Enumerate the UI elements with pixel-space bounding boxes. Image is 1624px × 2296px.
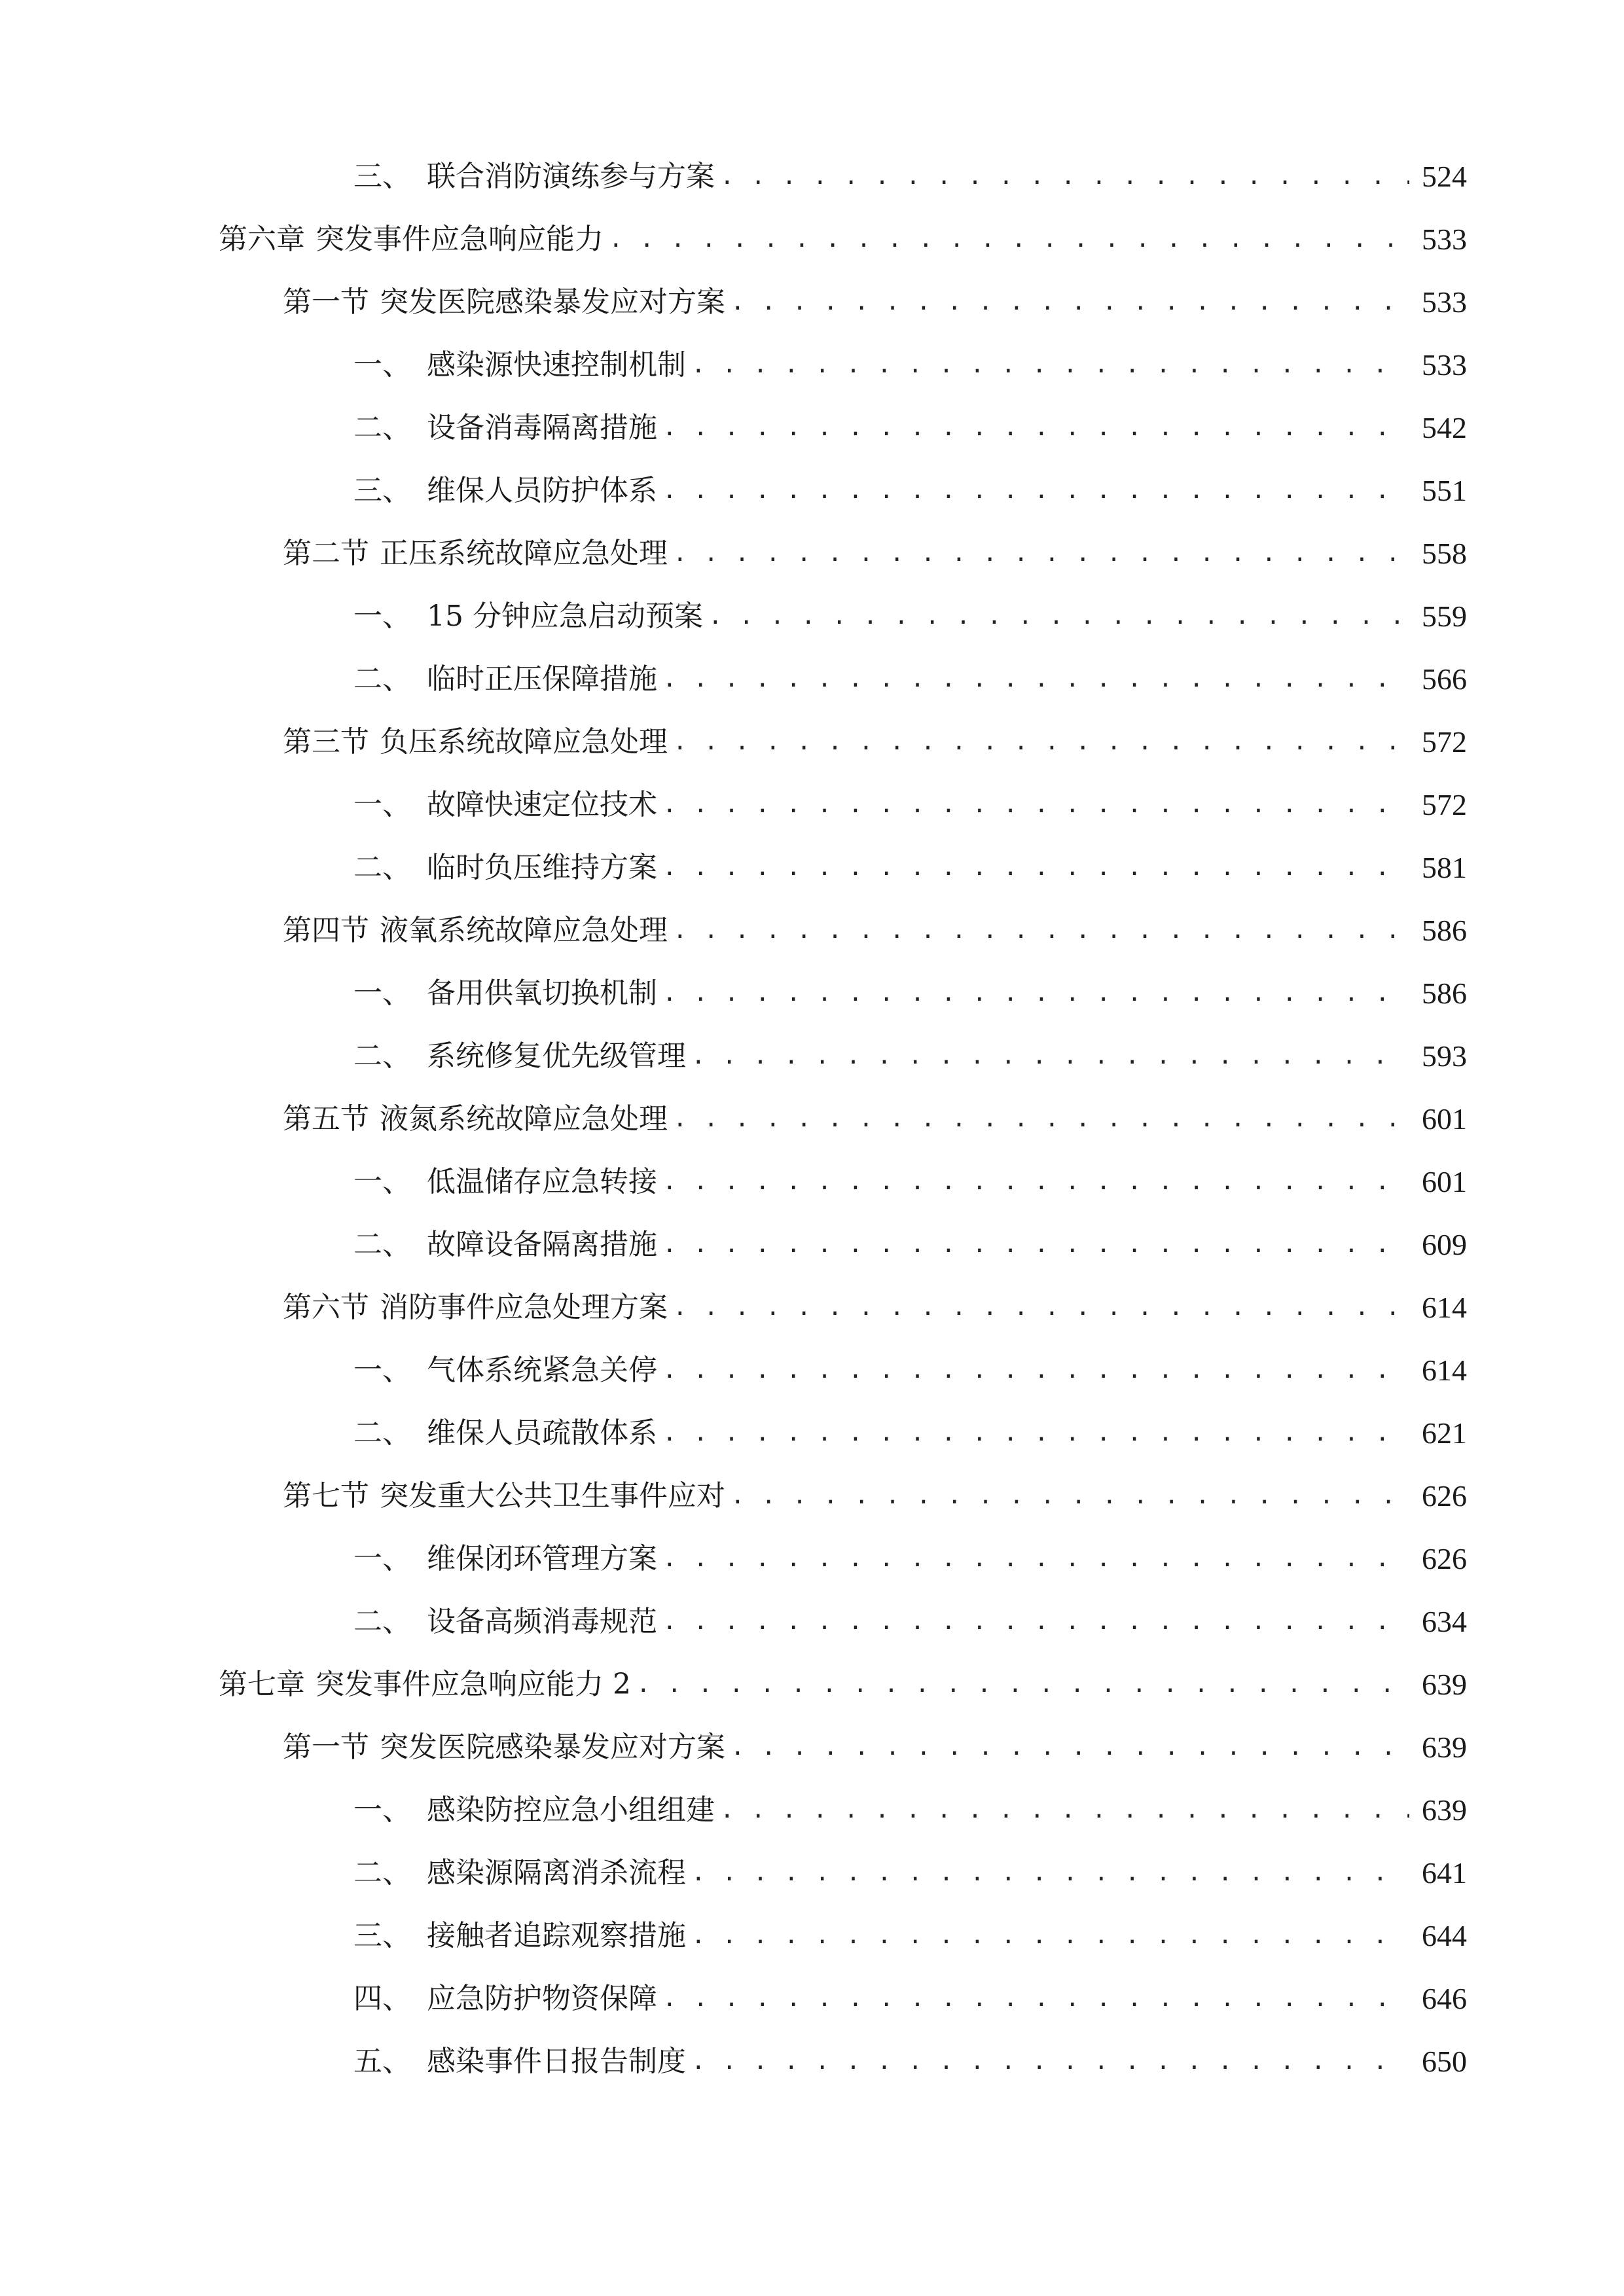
toc-entry-title: 消防事件应急处理方案 [380, 1291, 668, 1324]
toc-entry-page: 559 [1422, 600, 1467, 633]
toc-entry-page: 626 [1422, 1542, 1467, 1575]
dot-leader [731, 1470, 1409, 1522]
dot-leader [662, 779, 1409, 831]
dot-leader [673, 1093, 1409, 1145]
toc-entry-page: 533 [1422, 223, 1467, 256]
toc-entry-number: 一、 [353, 1793, 411, 1827]
toc-entry-title: 故障快速定位技术 [427, 788, 657, 821]
toc-entry-page: 524 [1422, 160, 1467, 193]
toc-entry[interactable] [219, 213, 1467, 266]
toc-entry-page: 566 [1422, 662, 1467, 696]
toc-entry-number: 二、 [353, 1605, 411, 1638]
toc-entry[interactable] [353, 2036, 1467, 2088]
dot-leader [731, 1721, 1409, 1774]
toc-entry-number: 二、 [353, 1228, 411, 1261]
toc-entry-page: 614 [1422, 1354, 1467, 1387]
dot-leader [662, 1219, 1409, 1271]
toc-entry-page: 581 [1422, 851, 1467, 884]
toc-entry-page: 639 [1422, 1731, 1467, 1764]
dot-leader [708, 590, 1409, 643]
dot-leader [673, 905, 1409, 957]
toc-entry-title: 负压系统故障应急处理 [380, 725, 668, 759]
toc-entry-number: 三、 [353, 474, 411, 507]
toc-entry[interactable] [283, 276, 1467, 329]
toc-entry[interactable] [283, 1282, 1467, 1334]
toc-entry[interactable] [283, 1470, 1467, 1522]
toc-entry-number: 一、 [353, 600, 411, 633]
toc-entry[interactable] [353, 779, 1467, 831]
toc-entry-title: 突发医院感染暴发应对方案 [380, 285, 725, 319]
toc-entry-number: 三、 [353, 1919, 411, 1952]
toc-entry-page: 533 [1422, 348, 1467, 382]
toc-entry-page: 621 [1422, 1416, 1467, 1450]
dot-leader [691, 1847, 1409, 1899]
toc-entry[interactable] [353, 1847, 1467, 1899]
toc-entry-page: 542 [1422, 411, 1467, 444]
toc-entry[interactable] [353, 1533, 1467, 1585]
toc-entry-number: 第六节 [283, 1291, 369, 1324]
toc-entry-title: 气体系统紧急关停 [427, 1354, 657, 1387]
toc-entry[interactable] [353, 653, 1467, 706]
toc-entry-title: 设备高频消毒规范 [427, 1605, 657, 1638]
dot-leader [609, 213, 1409, 266]
toc-entry-title: 联合消防演练参与方案 [427, 160, 715, 193]
toc-entry-number: 第四节 [283, 914, 369, 947]
toc-entry-title: 维保人员防护体系 [427, 474, 657, 507]
dot-leader [673, 528, 1409, 580]
toc-entry[interactable] [283, 905, 1467, 957]
toc-entry-title: 液氧系统故障应急处理 [380, 914, 668, 947]
toc-entry-number: 一、 [353, 1354, 411, 1387]
toc-entry[interactable] [353, 590, 1467, 643]
toc-entry-title: 感染事件日报告制度 [427, 2045, 686, 2078]
toc-entry-number: 二、 [353, 1856, 411, 1890]
toc-entry[interactable] [353, 151, 1467, 203]
toc-entry-title: 维保闭环管理方案 [427, 1542, 657, 1575]
toc-entry[interactable] [283, 1721, 1467, 1774]
toc-entry-number: 三、 [353, 160, 411, 193]
toc-entry-page: 644 [1422, 1919, 1467, 1952]
toc-entry[interactable] [353, 1344, 1467, 1397]
toc-entry[interactable] [353, 1973, 1467, 2025]
toc-entry-title: 感染防控应急小组组建 [427, 1793, 715, 1827]
toc-entry-page: 609 [1422, 1228, 1467, 1261]
toc-entry-number: 一、 [353, 1542, 411, 1575]
dot-leader [662, 1596, 1409, 1648]
toc-entry-number: 第七节 [283, 1479, 369, 1513]
toc-entry-page: 551 [1422, 474, 1467, 507]
toc-entry[interactable] [353, 1219, 1467, 1271]
toc-entry-page: 639 [1422, 1793, 1467, 1827]
toc-entry-title: 设备消毒隔离措施 [427, 411, 657, 444]
toc-entry-number: 第一节 [283, 285, 369, 319]
toc-entry[interactable] [283, 528, 1467, 580]
dot-leader [673, 716, 1409, 768]
toc-entry-number: 五、 [353, 2045, 411, 2078]
toc-entry[interactable] [353, 1030, 1467, 1083]
toc-entry[interactable] [219, 1659, 1467, 1711]
toc-entry-title: 临时负压维持方案 [427, 851, 657, 884]
dot-leader [731, 276, 1409, 329]
toc-entry-title: 15 分钟应急启动预案 [427, 600, 703, 633]
toc-entry[interactable] [353, 465, 1467, 517]
toc-entry[interactable] [283, 1093, 1467, 1145]
toc-entry[interactable] [353, 402, 1467, 454]
toc-entry-page: 572 [1422, 788, 1467, 821]
dot-leader [691, 1910, 1409, 1962]
toc-entry-page: 641 [1422, 1856, 1467, 1890]
toc-entry-title: 突发医院感染暴发应对方案 [380, 1731, 725, 1764]
dot-leader [691, 339, 1409, 391]
toc-entry-page: 614 [1422, 1291, 1467, 1324]
dot-leader [662, 842, 1409, 894]
toc-entry-number: 二、 [353, 1039, 411, 1073]
toc-entry-title: 系统修复优先级管理 [427, 1039, 686, 1073]
dot-leader [636, 1659, 1409, 1711]
toc-entry-page: 601 [1422, 1102, 1467, 1136]
toc-entry-page: 650 [1422, 2045, 1467, 2078]
toc-entry-title: 应急防护物资保障 [427, 1982, 657, 2015]
toc-entry[interactable] [353, 1596, 1467, 1648]
toc-entry-page: 586 [1422, 977, 1467, 1010]
toc-entry-title: 液氮系统故障应急处理 [380, 1102, 668, 1136]
toc-entry[interactable] [353, 842, 1467, 894]
toc-entry-title: 感染源隔离消杀流程 [427, 1856, 686, 1890]
dot-leader [691, 1030, 1409, 1083]
toc-entry-page: 634 [1422, 1605, 1467, 1638]
toc-entry-page: 533 [1422, 285, 1467, 319]
toc-entry-title: 临时正压保障措施 [427, 662, 657, 696]
toc-entry-number: 第七章 [219, 1668, 305, 1701]
toc-entry[interactable] [353, 1784, 1467, 1837]
toc-entry-title: 突发事件应急响应能力 [316, 223, 604, 256]
toc-entry[interactable] [353, 1156, 1467, 1208]
toc-entry-page: 626 [1422, 1479, 1467, 1513]
toc-entry-page: 593 [1422, 1039, 1467, 1073]
toc-entry[interactable] [353, 1407, 1467, 1460]
toc-entry-page: 601 [1422, 1165, 1467, 1198]
toc-entry-title: 低温储存应急转接 [427, 1165, 657, 1198]
dot-leader [662, 465, 1409, 517]
toc-entry-number: 第三节 [283, 725, 369, 759]
toc-entry-title: 故障设备隔离措施 [427, 1228, 657, 1261]
toc-entry-page: 586 [1422, 914, 1467, 947]
dot-leader [662, 402, 1409, 454]
toc-entry-page: 646 [1422, 1982, 1467, 2015]
toc-entry-number: 二、 [353, 411, 411, 444]
toc-entry-number: 一、 [353, 348, 411, 382]
toc-entry-page: 558 [1422, 537, 1467, 570]
dot-leader [662, 1407, 1409, 1460]
toc-entry-number: 四、 [353, 1982, 411, 2015]
dot-leader [662, 1533, 1409, 1585]
toc-entry-title: 正压系统故障应急处理 [380, 537, 668, 570]
toc-entry[interactable] [353, 339, 1467, 391]
toc-entry-number: 一、 [353, 1165, 411, 1198]
toc-entry-number: 二、 [353, 662, 411, 696]
toc-entry-title: 突发事件应急响应能力 2 [316, 1668, 631, 1701]
toc-entry-number: 第六章 [219, 223, 305, 256]
toc-entry-number: 二、 [353, 851, 411, 884]
dot-leader [662, 1344, 1409, 1397]
toc-entry-number: 第二节 [283, 537, 369, 570]
toc-entry[interactable] [283, 716, 1467, 768]
toc-entry-page: 572 [1422, 725, 1467, 759]
toc-entry-title: 感染源快速控制机制 [427, 348, 686, 382]
dot-leader [662, 1973, 1409, 2025]
dot-leader [673, 1282, 1409, 1334]
dot-leader [662, 1156, 1409, 1208]
toc-entry-number: 第五节 [283, 1102, 369, 1136]
toc-entry-title: 维保人员疏散体系 [427, 1416, 657, 1450]
toc-entry-title: 备用供氧切换机制 [427, 977, 657, 1010]
toc-entry-number: 一、 [353, 977, 411, 1010]
toc-entry-page: 639 [1422, 1668, 1467, 1701]
dot-leader [662, 653, 1409, 706]
dot-leader [720, 1784, 1409, 1837]
toc-entry-number: 二、 [353, 1416, 411, 1450]
toc-entry[interactable] [353, 967, 1467, 1020]
dot-leader [720, 151, 1409, 203]
dot-leader [662, 967, 1409, 1020]
toc-entry-title: 突发重大公共卫生事件应对 [380, 1479, 725, 1513]
toc-entry[interactable] [353, 1910, 1467, 1962]
toc-entry-number: 第一节 [283, 1731, 369, 1764]
toc-entry-number: 一、 [353, 788, 411, 821]
dot-leader [691, 2036, 1409, 2088]
toc-entry-title: 接触者追踪观察措施 [427, 1919, 686, 1952]
